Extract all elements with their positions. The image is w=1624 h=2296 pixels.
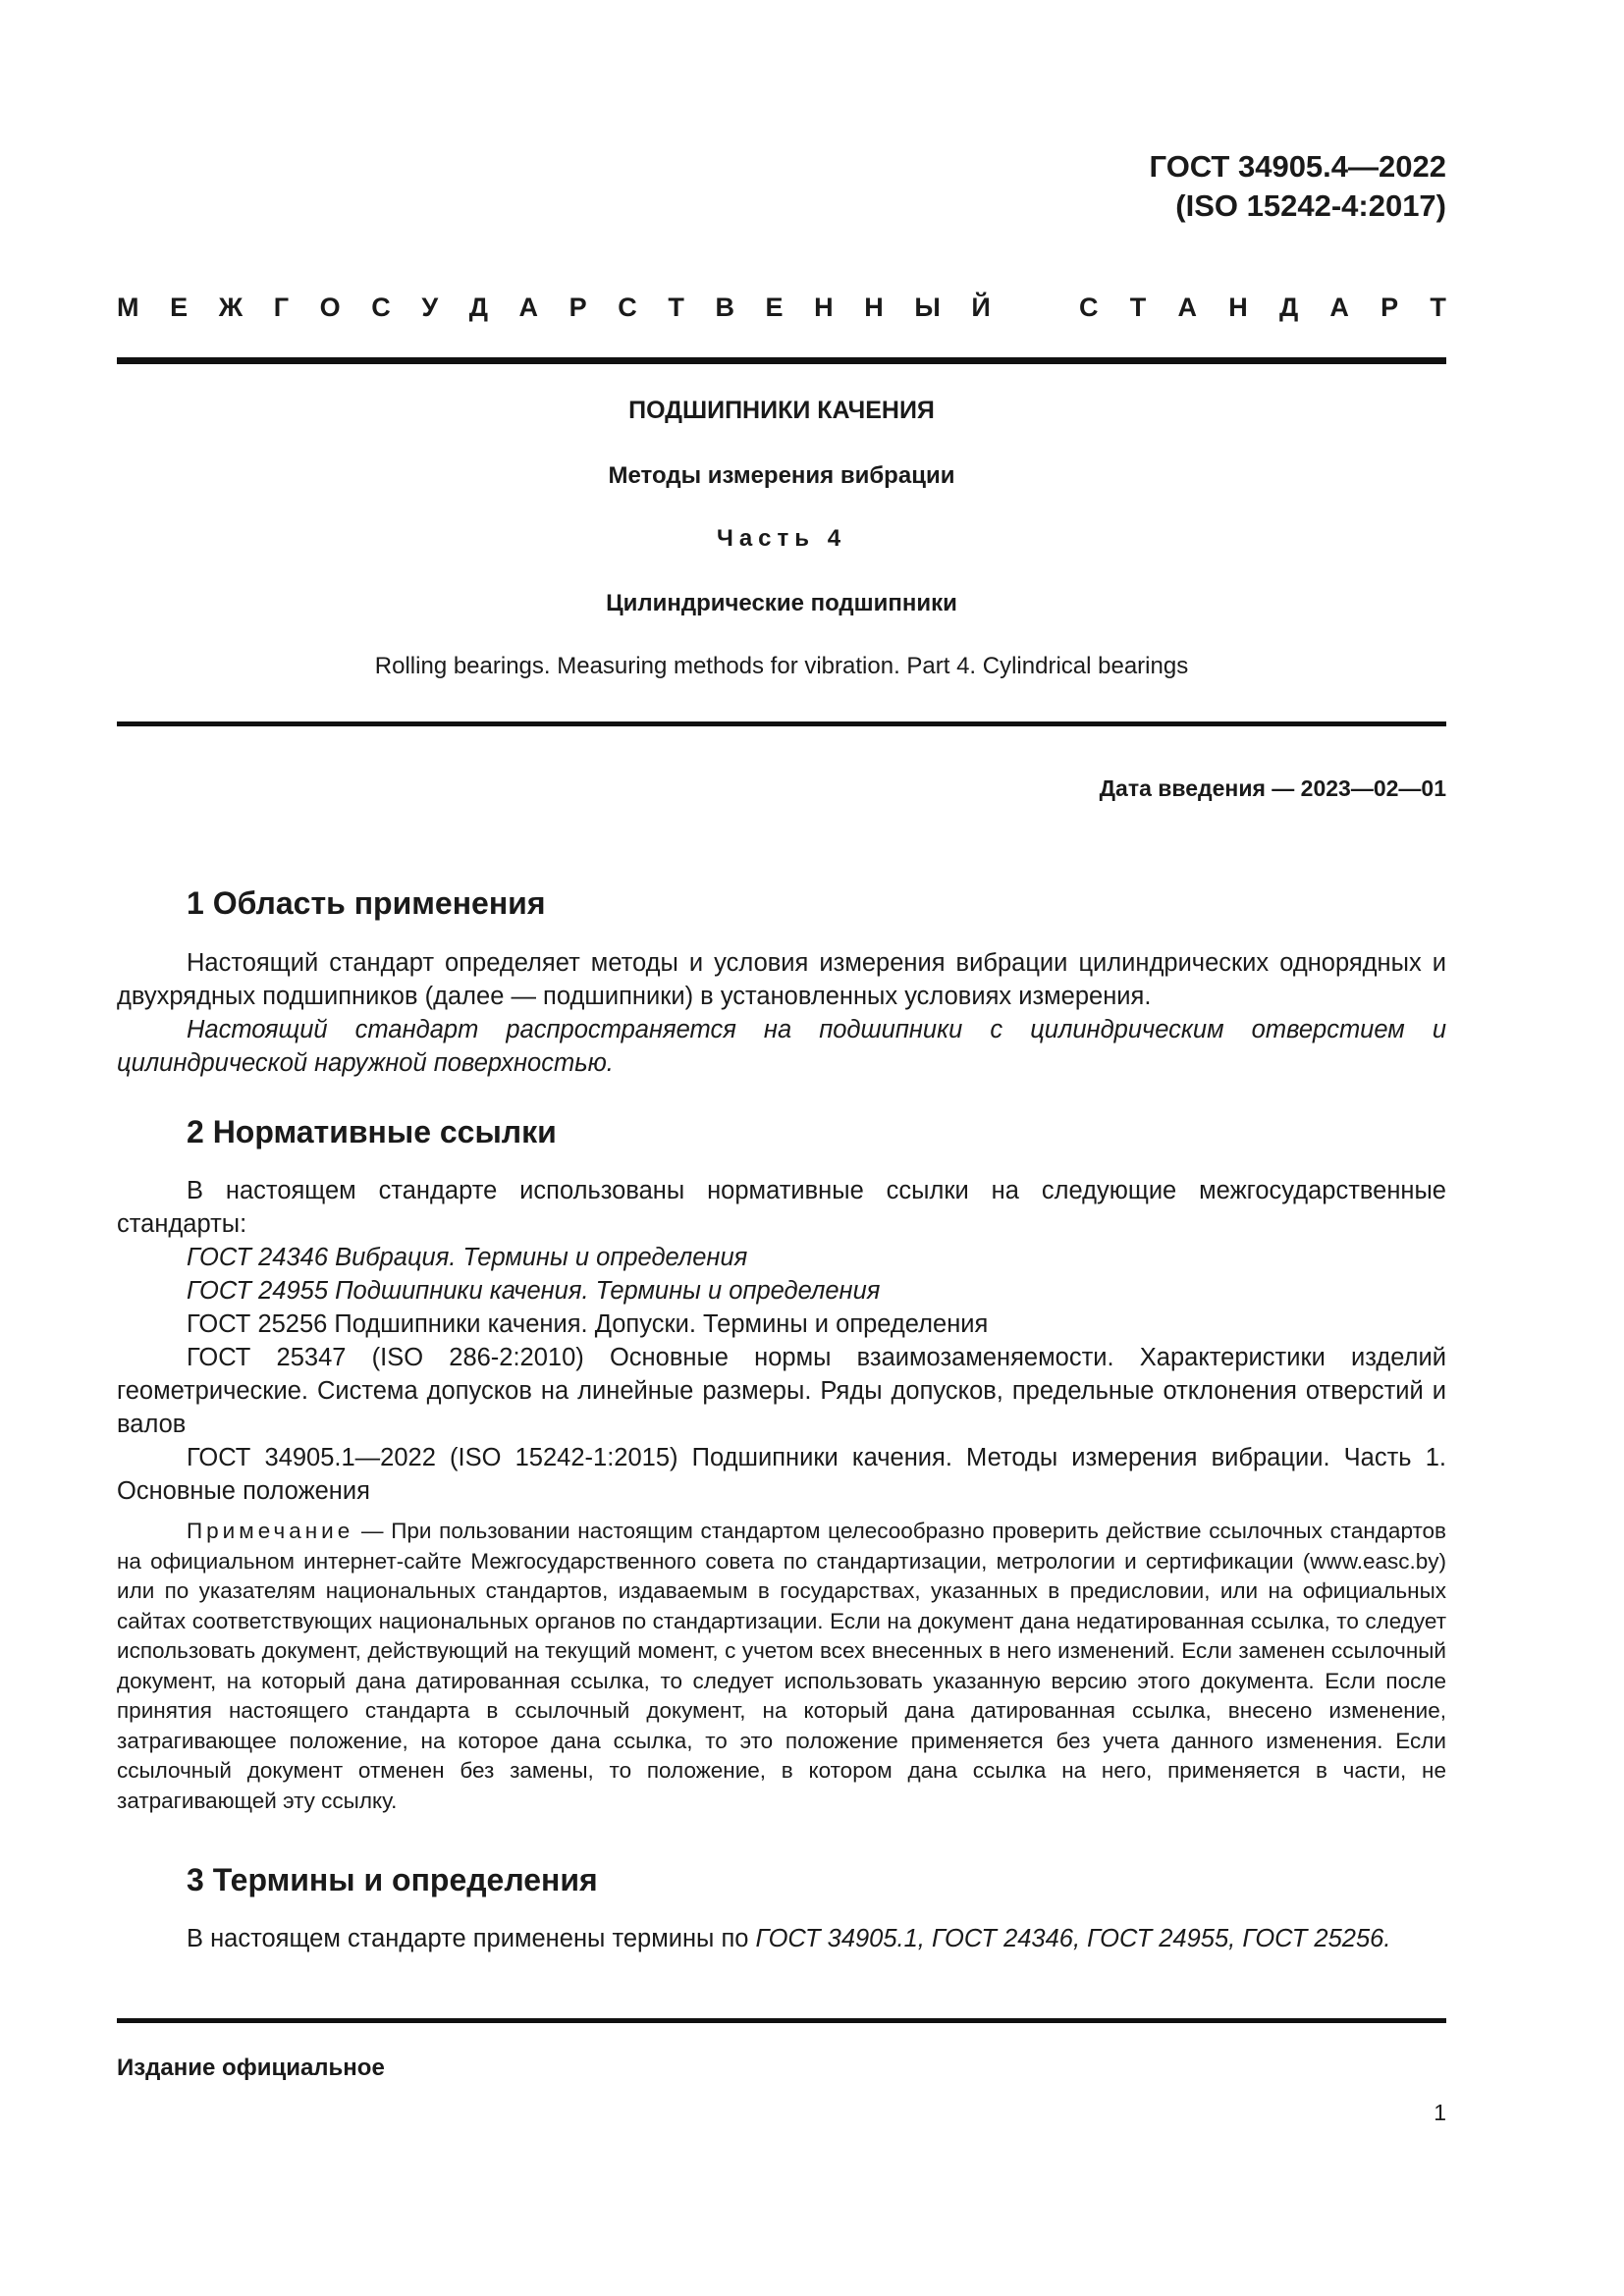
document-part: Часть 4 <box>716 525 847 552</box>
standard-type-word-1-letter: Н <box>864 293 884 322</box>
reference-gost-25347: ГОСТ 25347 (ISO 286-2:2010) Основные нормы взаимозаменяемости. Характеристики изделий геометрические. Система допусков на линейные размеры. Ряды допусков, предельные отклонения отверстий и валов <box>117 1344 1446 1438</box>
standard-type-word-1-letter: А <box>518 293 539 322</box>
standard-type-word-2 <box>1079 293 1446 323</box>
section-1-heading: 1 Область применения <box>187 885 546 921</box>
standard-type-word-2-letter: Р <box>1380 293 1399 322</box>
standard-type-word-1-letter: У <box>421 293 439 322</box>
introduction-date: Дата введения — 2023—02—01 <box>1099 775 1446 801</box>
section-2-body <box>117 1174 1446 1508</box>
section-2-intro: В настоящем стандарте использованы нормативные ссылки на следующие межгосударственные стандарты: <box>117 1177 1446 1238</box>
header-divider <box>117 357 1446 364</box>
standard-type-word-2-letter: Т <box>1129 293 1147 322</box>
standard-type-word-1-letter: Р <box>568 293 587 322</box>
section-1-paragraph-2: Настоящий стандарт распространяется на подшипники с цилиндрическим отверстием и цилиндрической наружной поверхностью. <box>117 1016 1446 1077</box>
designation-line-2: (ISO 15242-4:2017) <box>1175 188 1446 223</box>
title-divider <box>117 721 1446 726</box>
standard-type-word-1-letter: Н <box>814 293 834 322</box>
footer-divider <box>117 2018 1446 2023</box>
standard-type-word-1-letter: Ж <box>218 293 244 322</box>
section-2-note <box>117 1517 1446 1816</box>
page-number: 1 <box>1434 2100 1446 2125</box>
reference-gost-25256: ГОСТ 25256 Подшипники качения. Допуски. Термины и определения <box>187 1310 989 1338</box>
section-3-heading: 3 Термины и определения <box>187 1862 598 1897</box>
standard-type-word-2-letter: Н <box>1228 293 1248 322</box>
standard-type-word-1-letter: Т <box>668 293 684 322</box>
section-2-heading: 2 Нормативные ссылки <box>187 1114 557 1149</box>
note-text: — При пользовании настоящим стандартом целесообразно проверить действие ссылочных стандартов на официальном интернет-сайте Межгосударственного совета по стандартизации, метрологии и сертификации (www.easc.by) или по указателям национальных стандартов, издаваемым в государствах, указанных в предисловии, или на официальных сайтах соответствующих национальных органов по стандартизации. Если на документ дана недатированная ссылка, то следует использовать документ, действующий на текущий момент, с учетом всех внесенных в него изменений. Если заменен ссылочный документ, на который дана датированная ссылка, то следует использовать указанную версию этого документа. Если после принятия настоящего стандарта в ссылочный документ, на который дана датированная ссылка, внесено изменение, затрагивающее положение, на которое дана ссылка, то это положение применяется без учета данного изменения. Если ссылочный документ отменен без замены, то положение, в котором дана ссылка на него, применяется в части, не затрагивающей эту ссылку. <box>117 1519 1446 1813</box>
official-edition-label: Издание официальное <box>117 2055 385 2081</box>
section-1-body <box>117 946 1446 1080</box>
standard-type-word-1-letter: Е <box>170 293 189 322</box>
note-label: Примечание <box>187 1519 354 1543</box>
standard-type-word-2-letter: А <box>1329 293 1349 322</box>
english-title: Rolling bearings. Measuring methods for vibration. Part 4. Cylindrical bearings <box>374 653 1189 679</box>
standard-type-word-1 <box>117 293 991 323</box>
section-3-references: ГОСТ 34905.1, ГОСТ 24346, ГОСТ 24955, ГОСТ 25256. <box>755 1925 1391 1952</box>
section-3-body <box>117 1922 1446 1955</box>
section-1-paragraph-1: Настоящий стандарт определяет методы и условия измерения вибрации цилиндрических однорядных и двухрядных подшипников (далее — подшипники) в установленных условиях измерения. <box>117 949 1446 1010</box>
section-3-text: В настоящем стандарте применены термины по <box>187 1925 756 1952</box>
standard-type-banner <box>117 293 1446 323</box>
reference-gost-24955: ГОСТ 24955 Подшипники качения. Термины и определения <box>187 1277 881 1305</box>
designation-line-1: ГОСТ 34905.4—2022 <box>1149 149 1446 184</box>
standard-type-word-2-letter: А <box>1177 293 1197 322</box>
document-title: ПОДШИПНИКИ КАЧЕНИЯ <box>628 397 935 424</box>
document-subtitle: Методы измерения вибрации <box>608 462 955 489</box>
document-part-title: Цилиндрические подшипники <box>606 590 957 616</box>
standard-type-word-2-letter: Т <box>1430 293 1446 322</box>
standard-type-word-1-letter: С <box>371 293 391 322</box>
standard-type-word-2-letter: С <box>1079 293 1099 322</box>
reference-gost-34905-1: ГОСТ 34905.1—2022 (ISO 15242-1:2015) Подшипники качения. Методы измерения вибрации. Часть 1. Основные положения <box>117 1444 1446 1505</box>
standard-type-word-1-letter: Е <box>765 293 784 322</box>
standard-designation <box>1150 147 1446 226</box>
standard-type-word-1-letter: О <box>319 293 341 322</box>
standard-type-word-1-letter: С <box>618 293 637 322</box>
reference-gost-24346: ГОСТ 24346 Вибрация. Термины и определения <box>187 1244 748 1271</box>
standard-type-word-1-letter: Д <box>468 293 488 322</box>
standard-type-word-1-letter: Ы <box>914 293 941 322</box>
standard-type-word-1-letter: М <box>117 293 139 322</box>
standard-type-word-1-letter: Й <box>971 293 991 322</box>
standard-type-word-1-letter: В <box>715 293 734 322</box>
standard-type-word-2-letter: Д <box>1278 293 1299 322</box>
standard-type-word-1-letter: Г <box>273 293 290 322</box>
